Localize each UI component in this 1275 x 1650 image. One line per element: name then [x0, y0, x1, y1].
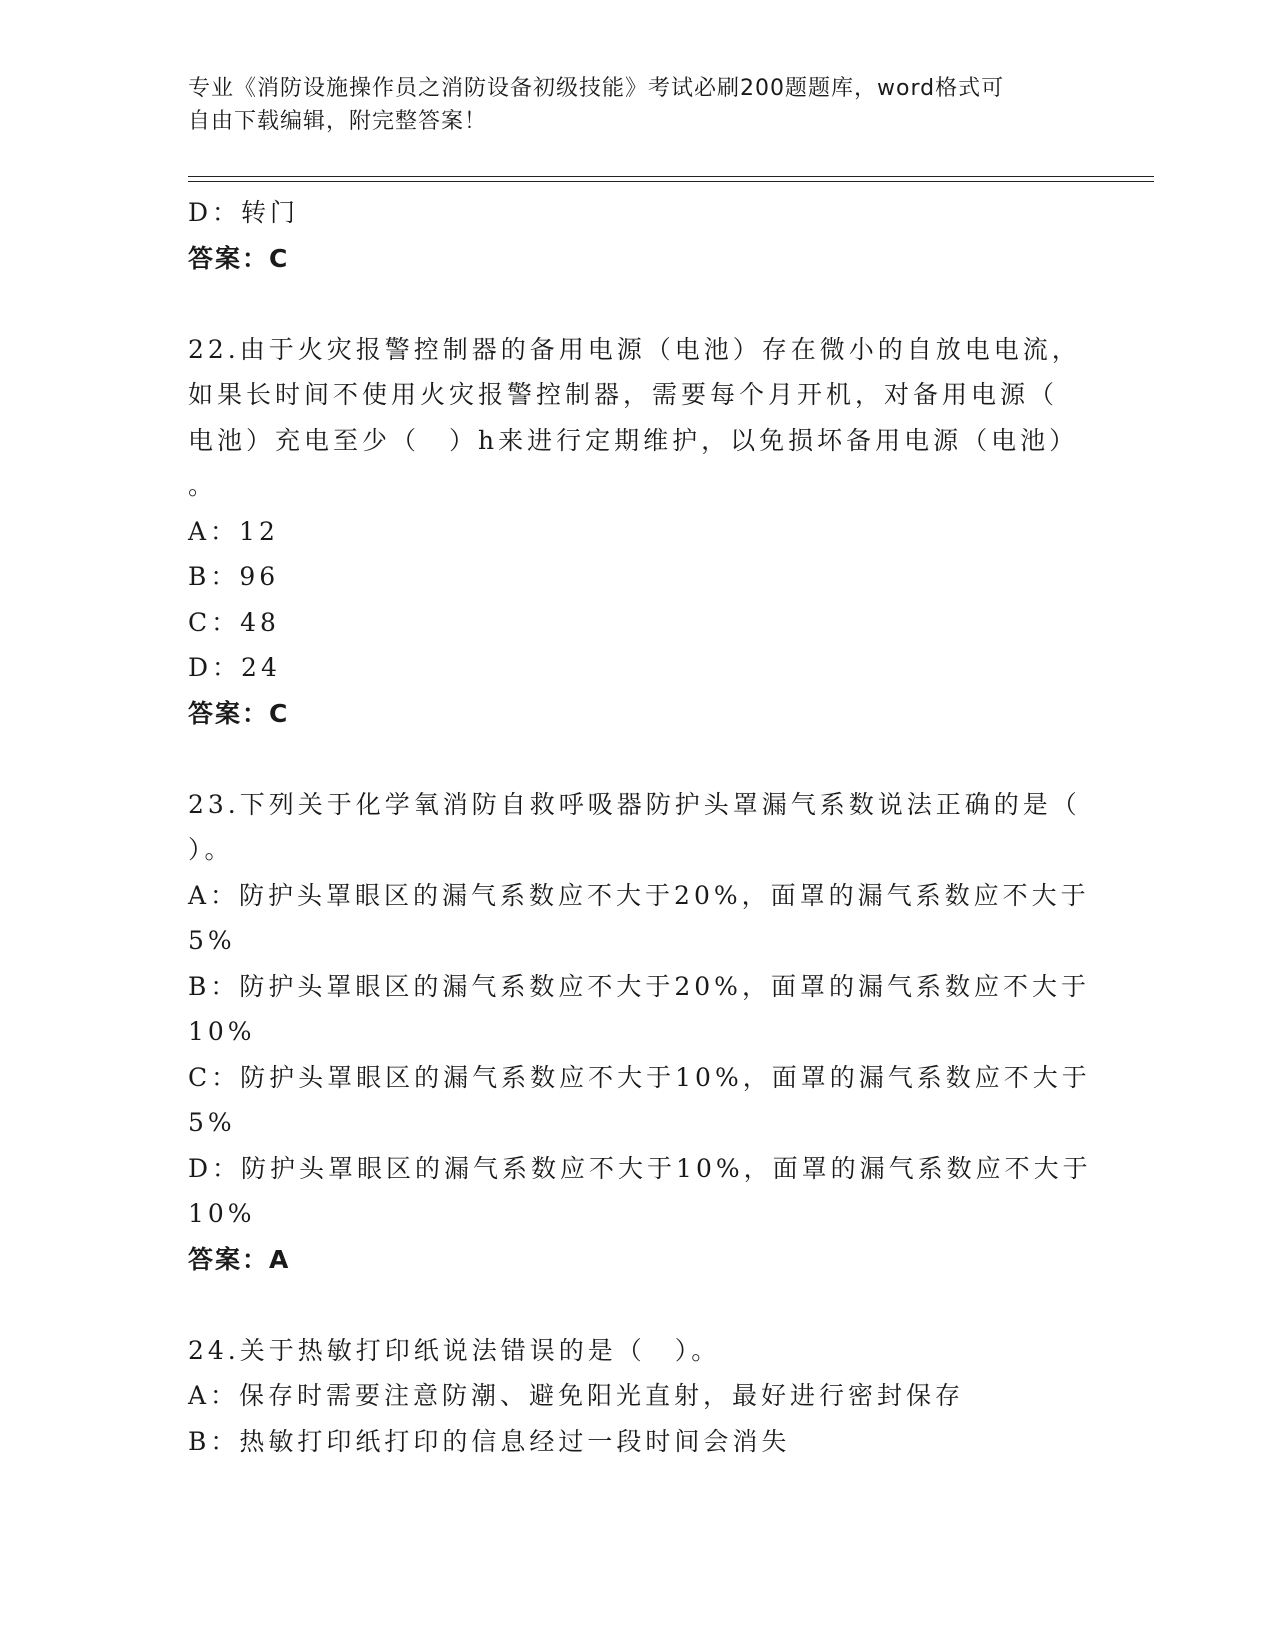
q22-option-b: B：96: [188, 562, 280, 591]
q23-option-b-line-2: 10%: [188, 1017, 256, 1046]
q23-option-c-line-2: 5%: [188, 1108, 236, 1137]
q24-option-b: B：热敏打印纸打印的信息经过一段时间会消失: [188, 1426, 791, 1456]
header-title-line-1: 专业《消防设施操作员之消防设备初级技能》考试必刷200题题库，word格式可: [188, 76, 1005, 101]
q23-option-a-line-2: 5%: [188, 926, 236, 955]
q22-stem-line-2: 如果长时间不使用火灾报警控制器，需要每个月开机，对备用电源（: [188, 380, 1059, 409]
q23-option-a-line-1: A：防护头罩眼区的漏气系数应不大于20%，面罩的漏气系数应不大于: [188, 880, 1090, 910]
page-header: [188, 72, 1068, 138]
q22-answer: 答案：C: [188, 698, 290, 728]
header-divider-top: [188, 176, 1154, 177]
q23-option-b-line-1: B：防护头罩眼区的漏气系数应不大于20%，面罩的漏气系数应不大于: [188, 971, 1090, 1001]
q24-option-a: A：保存时需要注意防潮、避免阳光直射，最好进行密封保存: [188, 1381, 965, 1410]
q22-option-c: C：48: [188, 607, 280, 637]
q23-option-c-line-1: C：防护头罩眼区的漏气系数应不大于10%，面罩的漏气系数应不大于: [188, 1062, 1091, 1092]
q22-stem-line-1: 22.由于火灾报警控制器的备用电源（电池）存在微小的自放电电流，: [188, 334, 1081, 364]
q22-stem-line-4: 。: [188, 471, 218, 500]
q23-option-d-line-1: D：防护头罩眼区的漏气系数应不大于10%，面罩的漏气系数应不大于: [188, 1153, 1092, 1183]
header-divider-bottom: [188, 181, 1154, 182]
q23-stem-line-2: ）。: [188, 835, 234, 864]
q21-option-d: D：转门: [188, 198, 300, 227]
spacer: [188, 736, 1088, 782]
q23-answer: 答案：A: [188, 1244, 291, 1274]
spacer: [188, 281, 1088, 327]
q22-option-d: D：24: [188, 653, 281, 682]
q21-answer: 答案：C: [188, 243, 290, 273]
spacer: [188, 1282, 1088, 1328]
header-title-line-2: 自由下载编辑，附完整答案！: [188, 109, 488, 134]
question-content: [188, 190, 1092, 1464]
q23-stem-line-1: 23.下列关于化学氧消防自救呼吸器防护头罩漏气系数说法正确的是（: [188, 789, 1081, 819]
q22-stem-line-3: 电池）充电至少（ ）h来进行定期维护，以免损坏备用电源（电池）: [188, 425, 1079, 455]
q23-option-d-line-2: 10%: [188, 1199, 256, 1228]
q22-option-a: A：12: [188, 516, 279, 546]
q24-stem-line-1: 24.关于热敏打印纸说法错误的是（ ）。: [188, 1335, 721, 1365]
